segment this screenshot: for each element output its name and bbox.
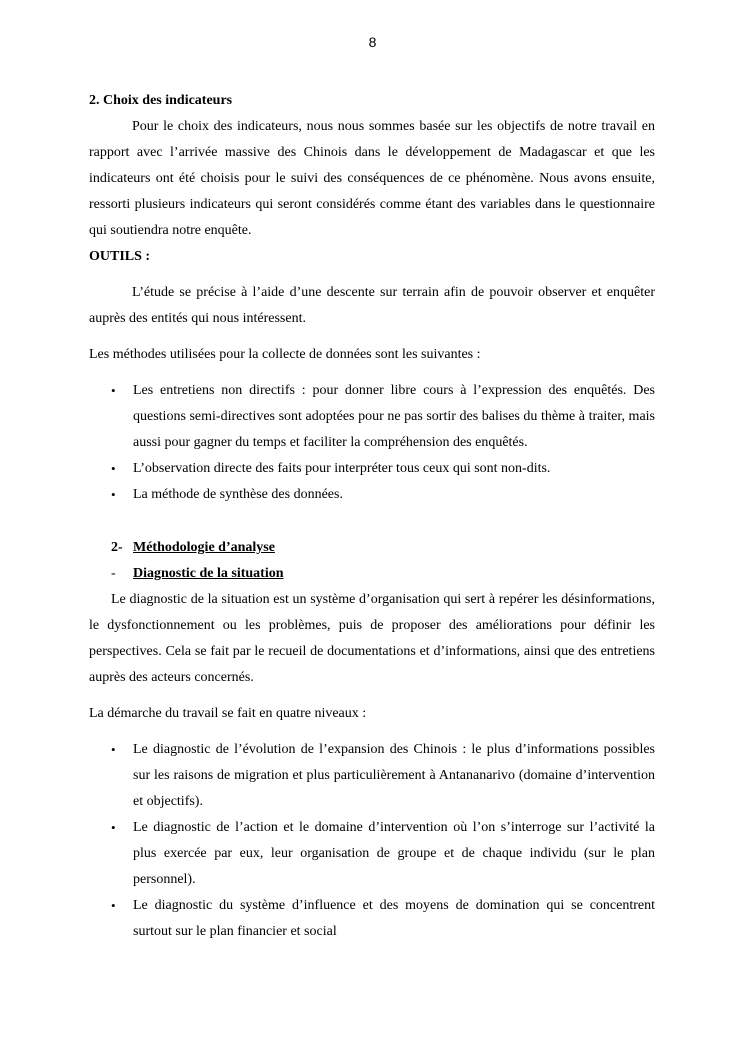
section-heading-methodologie xyxy=(89,535,655,561)
list-item xyxy=(89,378,655,456)
list-item xyxy=(89,893,655,945)
methods-intro: Les méthodes utilisées pour la collecte de données sont les suivantes : xyxy=(89,347,481,362)
level-text: Le diagnostic de l’évolution de l’expansion des Chinois : le plus d’informations possibles sur les raisons de migration et plus particulièrement à Antananarivo (domaine d’intervention et objectifs). xyxy=(133,742,655,809)
document-body xyxy=(89,88,655,945)
method-text: La méthode de synthèse des données. xyxy=(133,487,343,502)
page-number: 8 xyxy=(368,34,377,50)
method-text: Les entretiens non directifs : pour donner libre cours à l’expression des enquêtés. Des questions semi-directives sont adoptées pour ne pas sortir des balises du thème à traiter, mais aussi pour gagner du temps et faciliter la compréhension des enquêtés. xyxy=(133,383,655,450)
list-item xyxy=(89,815,655,893)
list-item xyxy=(89,456,655,482)
level-text: Le diagnostic de l’action et le domaine d’intervention où l’on s’interroge sur l’activité la plus exercée par eux, leur organisation de groupe et de chaque individu (sur le plan personnel). xyxy=(133,820,655,887)
section-number: 2- xyxy=(111,540,123,555)
subheading-diagnostic xyxy=(89,561,655,587)
methods-list xyxy=(89,378,655,508)
method-text: L’observation directe des faits pour interpréter tous ceux qui sont non-dits. xyxy=(133,461,551,476)
outils-heading: OUTILS : xyxy=(89,249,151,264)
levels-intro: La démarche du travail se fait en quatre niveaux : xyxy=(89,706,367,721)
bullet-icon: • xyxy=(111,383,116,398)
level-text: Le diagnostic du système d’influence et des moyens de domination qui se concentrent surtout sur le plan financier et social xyxy=(133,898,655,939)
section-title: Méthodologie d’analyse xyxy=(133,540,275,555)
levels-list xyxy=(89,737,655,945)
bullet-icon: • xyxy=(111,742,116,757)
bullet-icon: • xyxy=(111,461,116,476)
bullet-icon: • xyxy=(111,820,116,835)
dash-marker: - xyxy=(111,566,116,581)
bullet-icon: • xyxy=(111,487,116,502)
list-item xyxy=(89,482,655,508)
paragraph-outils: L’étude se précise à l’aide d’une descente sur terrain afin de pouvoir observer et enquêter auprès des entités qui nous intéressent. xyxy=(89,285,655,326)
list-item xyxy=(89,737,655,815)
subheading-title: Diagnostic de la situation xyxy=(133,566,284,581)
paragraph-diagnostic: Le diagnostic de la situation est un système d’organisation qui sert à repérer les désinformations, le dysfonctionnement ou les problèmes, puis de proposer des améliorations pour définir les perspectives. Cela se fait par le recueil de documentations et d’informations, ainsi que des entretiens auprès des acteurs concernés. xyxy=(89,592,655,685)
paragraph-choix-indicateurs: Pour le choix des indicateurs, nous nous sommes basée sur les objectifs de notre travail en rapport avec l’arrivée massive des Chinois dans le développement de Madagascar et que les indicateurs ont été choisis pour le suivi des conséquences de ce phénomène. Nous avons ensuite, ressorti plusieurs indicateurs qui seront considérés comme étant des variables dans le questionnaire qui soutiendra notre enquête. xyxy=(89,119,655,238)
section-heading-choix-indicateurs: 2. Choix des indicateurs xyxy=(89,93,233,108)
bullet-icon: • xyxy=(111,898,116,913)
